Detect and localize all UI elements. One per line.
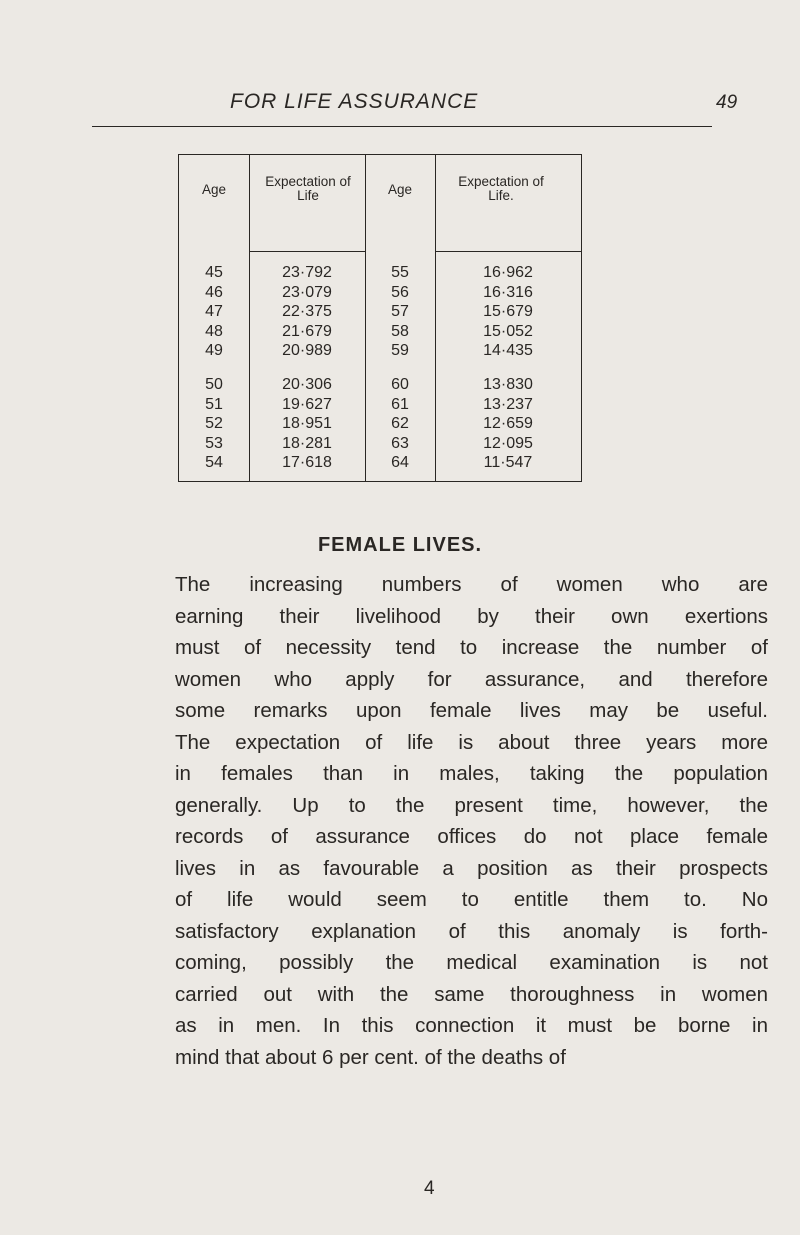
text-line: must of necessity tend to increase the number of — [175, 636, 768, 659]
text-line: women who apply for assurance, and therefore — [175, 667, 768, 691]
table-cell: 12·659 — [483, 415, 533, 432]
table-cell: 18·281 — [282, 434, 332, 452]
header-expectation-1: Expectation of Life — [265, 174, 351, 203]
table-cell: 20·989 — [282, 342, 332, 359]
section-title: FEMALE LIVES. — [317, 534, 483, 556]
text-line: The expectation of life is about three years more — [175, 730, 768, 754]
table-cell: 62 — [391, 415, 409, 432]
text-line: carried out with the same thoroughness in women — [175, 982, 768, 1006]
text-line: records of assurance offices do not place female — [175, 825, 768, 848]
table-cell: 51 — [205, 395, 223, 413]
text-line: mind that about 6 per cent. of the deaths of — [175, 1045, 566, 1069]
signature-mark: 4 — [424, 1178, 435, 1199]
table-cell: 54 — [205, 454, 223, 471]
age-column-2 — [365, 263, 435, 473]
text-line: lives in as favourable a position as their prospects — [175, 856, 768, 880]
text-line: some remarks upon female lives may be useful. — [175, 699, 768, 722]
table-cell: 53 — [205, 434, 223, 452]
text-line: of life would seem to entitle them to. No — [175, 888, 768, 911]
table-cell: 12·095 — [483, 434, 533, 452]
table-cell: 22·375 — [282, 303, 332, 320]
body-paragraph — [175, 569, 768, 1073]
table-cell: 18·951 — [282, 415, 332, 432]
header-rule — [92, 126, 712, 127]
running-head: FOR LIFE ASSURANCE — [230, 90, 479, 113]
life-expectation-table — [178, 154, 582, 482]
table-cell: 23·792 — [282, 264, 332, 281]
table-cell: 64 — [391, 454, 409, 471]
table-cell: 11·547 — [483, 454, 533, 471]
text-line: as in men. In this connection it must be borne in — [175, 1014, 768, 1037]
header-expectation-2: Expectation of Life. — [458, 174, 544, 203]
table-cell: 47 — [205, 303, 223, 320]
table-cell: 21·679 — [282, 322, 332, 340]
table-cell: 13·830 — [483, 376, 533, 393]
text-line: The increasing numbers of women who are — [175, 573, 768, 596]
expectation-column-2 — [435, 263, 581, 473]
page-number: 49 — [716, 92, 738, 113]
table-cell: 23·079 — [282, 283, 332, 301]
header-age-2: Age — [387, 182, 413, 197]
table-cell: 46 — [205, 283, 223, 301]
table-cell: 48 — [205, 322, 223, 340]
text-line: in females than in males, taking the population — [175, 762, 768, 785]
table-cell: 55 — [391, 264, 409, 281]
table-cell: 61 — [391, 395, 409, 413]
header-rule-left — [249, 251, 365, 252]
table-cell: 16·962 — [483, 264, 533, 281]
table-cell: 15·679 — [483, 303, 533, 320]
header-rule-right — [435, 251, 581, 252]
age-column-1 — [179, 263, 249, 473]
table-cell: 60 — [391, 376, 409, 393]
table-cell: 56 — [391, 283, 409, 301]
table-cell: 63 — [391, 434, 409, 452]
text-line: earning their livelihood by their own exertions — [175, 604, 768, 628]
text-line: generally. Up to the present time, however, the — [175, 793, 768, 817]
table-cell: 58 — [391, 322, 409, 340]
text-line: coming, possibly the medical examination is not — [175, 951, 768, 974]
table-cell: 14·435 — [483, 342, 533, 359]
table-cell: 50 — [205, 376, 223, 393]
table-cell: 17·618 — [282, 454, 332, 471]
table-cell: 20·306 — [282, 376, 332, 393]
table-cell: 13·237 — [483, 395, 533, 413]
table-cell: 15·052 — [483, 322, 533, 340]
table-cell: 19·627 — [282, 395, 332, 413]
table-cell: 49 — [205, 342, 223, 359]
header-age-1: Age — [201, 182, 227, 197]
table-cell: 59 — [391, 342, 409, 359]
expectation-column-1 — [249, 263, 365, 473]
table-cell: 16·316 — [483, 283, 533, 301]
table-cell: 45 — [205, 264, 223, 281]
text-line: satisfactory explanation of this anomaly is forth- — [175, 919, 768, 943]
table-cell: 57 — [391, 303, 409, 320]
table-cell: 52 — [205, 415, 223, 432]
